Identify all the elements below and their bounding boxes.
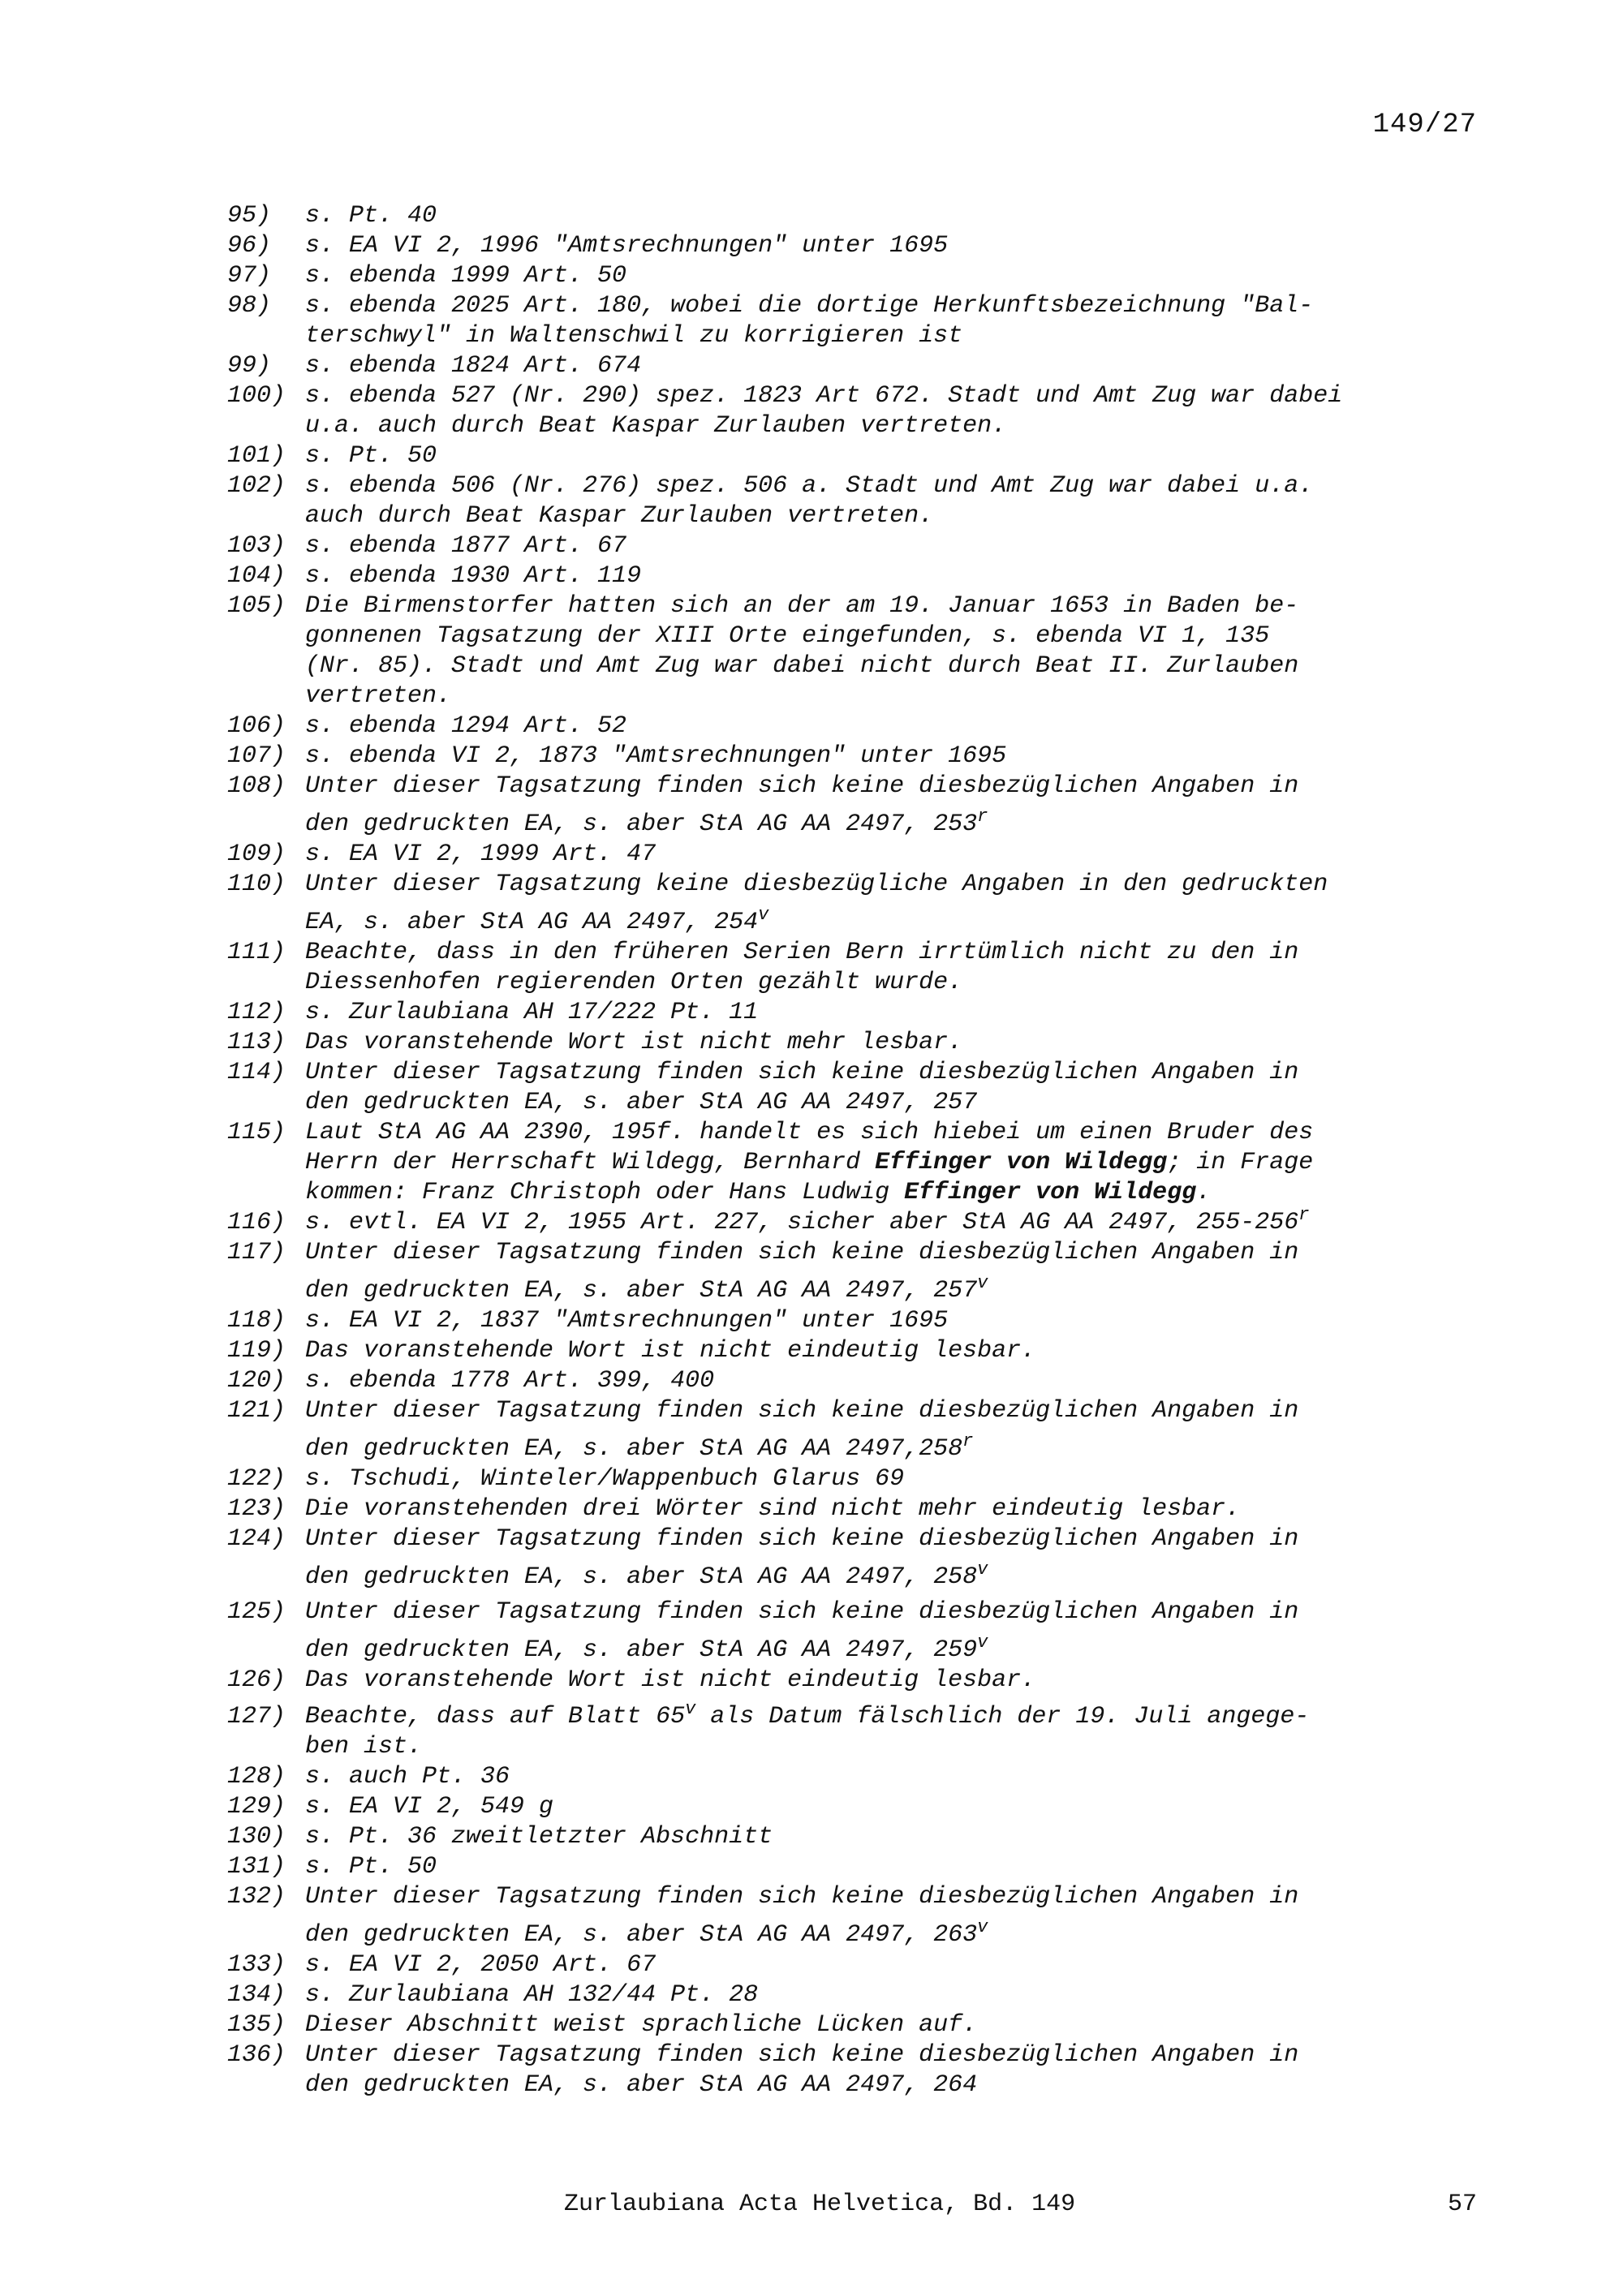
footnote-number: 104)	[227, 562, 286, 590]
footnote-126	[227, 1666, 1493, 1696]
footnote-text: Dieser Abschnitt weist sprachliche Lücken auf.	[305, 2011, 978, 2039]
footnote-100	[227, 381, 1493, 441]
footnote-list	[227, 201, 1493, 2100]
footnote-110	[227, 870, 1493, 938]
page-reference: 149/27	[1372, 110, 1477, 140]
footnote-text: s. evtl. EA VI 2, 1955 Art. 227, sicher aber StA AG AA 2497, 255-256$^r$	[305, 1205, 1310, 1236]
footnote-125	[227, 1597, 1493, 1666]
footnote-text: Unter dieser Tagsatzung finden sich keine diesbezüglichen Angaben in den gedruckten EA, s. aber StA AG AA 2497, 257$^v$	[305, 1239, 1299, 1305]
footnote-number: 134)	[227, 1981, 286, 2009]
footnote-107	[227, 742, 1493, 772]
footnote-text: s. Zurlaubiana AH 132/44 Pt. 28	[305, 1981, 759, 2009]
footnote-text: s. EA VI 2, 1999 Art. 47	[305, 841, 657, 868]
footnote-number: 126)	[227, 1666, 286, 1694]
footnote-text: s. ebenda 1824 Art. 674	[305, 352, 642, 380]
footnote-text: s. ebenda 1294 Art. 52	[305, 712, 627, 740]
footnote-120	[227, 1366, 1493, 1396]
footnote-text: s. Zurlaubiana AH 17/222 Pt. 11	[305, 999, 759, 1026]
footnote-122	[227, 1464, 1493, 1494]
footnote-97	[227, 261, 1493, 291]
footnote-text: s. ebenda 506 (Nr. 276) spez. 506 a. Stadt und Amt Zug war dabei u.a. auch durch Beat Kaspar Zurlauben vertreten.	[305, 472, 1314, 530]
footnote-number: 114)	[227, 1059, 286, 1086]
superscript: v	[977, 1632, 988, 1653]
footnote-133	[227, 1950, 1493, 1980]
footnote-number: 124)	[227, 1525, 286, 1553]
footnote-98	[227, 291, 1493, 351]
footnote-113	[227, 1028, 1493, 1058]
footnote-number: 128)	[227, 1763, 286, 1791]
footnote-number: 101)	[227, 442, 286, 470]
footnote-text: s. ebenda 1778 Art. 399, 400	[305, 1367, 715, 1395]
footnote-131	[227, 1852, 1493, 1882]
footnote-text: Unter dieser Tagsatzung finden sich keine diesbezüglichen Angaben in den gedruckten EA, s. aber StA AG AA 2497,258$^r$	[305, 1397, 1299, 1463]
footnote-132	[227, 1882, 1493, 1950]
footer-title: Zurlaubiana Acta Helvetica, Bd. 149	[564, 2191, 1076, 2218]
footnote-number: 98)	[227, 292, 272, 320]
footnote-106	[227, 712, 1493, 742]
footnote-number: 135)	[227, 2011, 286, 2039]
footnote-text: Das voranstehende Wort ist nicht eindeutig lesbar.	[305, 1337, 1036, 1365]
superscript: r	[962, 1431, 974, 1451]
footnote-129	[227, 1792, 1493, 1822]
footnote-104	[227, 561, 1493, 591]
footnote-text: s. Tschudi, Winteler/Wappenbuch Glarus 69	[305, 1465, 905, 1493]
footnote-text: Laut StA AG AA 2390, 195f. handelt es sich hiebei um einen Bruder des Herrn der Herrschaft Wildegg, Bernhard Effinger von Wildegg; in Frage kommen: Franz Christoph oder Hans Ludwig Effinger von Wildegg.	[305, 1119, 1314, 1206]
superscript: r	[977, 806, 988, 827]
footnote-text: s. EA VI 2, 2050 Art. 67	[305, 1951, 657, 1979]
footnote-108	[227, 772, 1493, 840]
footnote-text: Beachte, dass in den früheren Serien Bern irrtümlich nicht zu den in Diessenhofen regierenden Orten gezählt wurde.	[305, 939, 1299, 996]
footnote-number: 113)	[227, 1029, 286, 1056]
footnote-number: 118)	[227, 1307, 286, 1335]
footnote-text: Das voranstehende Wort ist nicht mehr lesbar.	[305, 1029, 963, 1056]
footnote-134	[227, 1980, 1493, 2010]
footnote-103	[227, 531, 1493, 561]
footnote-number: 117)	[227, 1239, 286, 1266]
footnote-127	[227, 1699, 1493, 1762]
superscript: v	[977, 1559, 988, 1580]
footnote-number: 122)	[227, 1465, 286, 1493]
superscript: v	[977, 1917, 988, 1937]
footnote-text: Unter dieser Tagsatzung finden sich keine diesbezüglichen Angaben in den gedruckten EA, s. aber StA AG AA 2497, 258$^v$	[305, 1525, 1299, 1591]
footnote-number: 95)	[227, 202, 272, 230]
footnote-121	[227, 1396, 1493, 1464]
footnote-number: 133)	[227, 1951, 286, 1979]
footnote-text: s. ebenda 1999 Art. 50	[305, 262, 627, 290]
footnote-number: 112)	[227, 999, 286, 1026]
footnote-text: Unter dieser Tagsatzung keine diesbezügliche Angaben in den gedruckten EA, s. aber StA AG AA 2497, 254$^v$	[305, 871, 1328, 936]
footnote-text: Beachte, dass auf Blatt 65$^v$ als Datum fälschlich der 19. Juli angege- ben ist.	[305, 1699, 1310, 1761]
footnote-119	[227, 1336, 1493, 1366]
footnote-text: Unter dieser Tagsatzung finden sich keine diesbezüglichen Angaben in den gedruckten EA, s. aber StA AG AA 2497, 253$^r$	[305, 772, 1299, 838]
footnote-102	[227, 471, 1493, 531]
footnote-number: 136)	[227, 2041, 286, 2069]
footnote-number: 115)	[227, 1119, 286, 1146]
footnote-118	[227, 1306, 1493, 1336]
footnote-number: 106)	[227, 712, 286, 740]
footnote-text: s. auch Pt. 36	[305, 1763, 510, 1791]
footnote-95	[227, 201, 1493, 231]
footnote-number: 111)	[227, 939, 286, 966]
footnote-136	[227, 2040, 1493, 2100]
footnote-101	[227, 441, 1493, 471]
footnote-128	[227, 1762, 1493, 1792]
footnote-number: 99)	[227, 352, 272, 380]
footnote-114	[227, 1058, 1493, 1118]
footnote-number: 130)	[227, 1823, 286, 1851]
footnote-111	[227, 938, 1493, 998]
footnote-number: 109)	[227, 841, 286, 868]
superscript: r	[1298, 1205, 1310, 1225]
footnote-text: s. ebenda 1877 Art. 67	[305, 532, 627, 560]
bold-name: Effinger von Wildegg	[875, 1149, 1168, 1176]
footnote-105	[227, 591, 1493, 712]
footnote-number: 108)	[227, 772, 286, 800]
footnote-123	[227, 1494, 1493, 1524]
footnote-number: 100)	[227, 382, 286, 410]
footnote-109	[227, 840, 1493, 870]
footnote-number: 102)	[227, 472, 286, 500]
footnote-text: s. ebenda 2025 Art. 180, wobei die dortige Herkunftsbezeichnung "Bal- terschwyl" in Waltenschwil zu korrigieren ist	[305, 292, 1314, 350]
superscript: v	[685, 1699, 696, 1719]
footnote-text: s. ebenda 1930 Art. 119	[305, 562, 642, 590]
footnote-number: 103)	[227, 532, 286, 560]
footnote-135	[227, 2010, 1493, 2040]
footnote-text: s. EA VI 2, 1837 "Amtsrechnungen" unter 1695	[305, 1307, 949, 1335]
footnote-115	[227, 1118, 1493, 1208]
footnote-124	[227, 1524, 1493, 1593]
footnote-text: Die Birmenstorfer hatten sich an der am 19. Januar 1653 in Baden be- gonnenen Tagsatzung der XIII Orte eingefunden, s. ebenda VI 1, 135 (Nr. 85). Stadt und Amt Zug war dabei nicht durch Beat II. Zurlauben vertreten.	[305, 592, 1299, 710]
footnote-number: 107)	[227, 742, 286, 770]
footnote-number: 121)	[227, 1397, 286, 1425]
superscript: v	[758, 905, 769, 925]
footnote-text: s. ebenda 527 (Nr. 290) spez. 1823 Art 672. Stadt und Amt Zug war dabei u.a. auch durch Beat Kaspar Zurlauben vertreten.	[305, 382, 1343, 440]
page-number: 57	[1447, 2191, 1477, 2218]
footnote-117	[227, 1238, 1493, 1306]
footnote-96	[227, 231, 1493, 261]
footnote-number: 116)	[227, 1209, 286, 1236]
footnote-number: 125)	[227, 1598, 286, 1626]
footnote-text: s. Pt. 50	[305, 442, 437, 470]
footnote-text: s. Pt. 50	[305, 1853, 437, 1881]
footnote-text: Unter dieser Tagsatzung finden sich keine diesbezüglichen Angaben in den gedruckten EA, s. aber StA AG AA 2497, 257	[305, 1059, 1299, 1116]
footnote-text: s. Pt. 36 zweitletzter Abschnitt	[305, 1823, 773, 1851]
footnote-number: 127)	[227, 1703, 286, 1731]
footnote-number: 129)	[227, 1793, 286, 1821]
footnote-130	[227, 1822, 1493, 1852]
footnote-text: s. EA VI 2, 549 g	[305, 1793, 554, 1821]
footnote-number: 132)	[227, 1883, 286, 1911]
footnote-text: Unter dieser Tagsatzung finden sich keine diesbezüglichen Angaben in den gedruckten EA, s. aber StA AG AA 2497, 264	[305, 2041, 1299, 2099]
superscript: v	[977, 1273, 988, 1293]
footnote-number: 105)	[227, 592, 286, 620]
footnote-text: Das voranstehende Wort ist nicht eindeutig lesbar.	[305, 1666, 1036, 1694]
footnote-text: s. EA VI 2, 1996 "Amtsrechnungen" unter 1695	[305, 232, 949, 260]
footnote-number: 123)	[227, 1495, 286, 1523]
footnote-text: Die voranstehenden drei Wörter sind nicht mehr eindeutig lesbar.	[305, 1495, 1241, 1523]
footnote-99	[227, 351, 1493, 381]
footnote-number: 110)	[227, 871, 286, 898]
footnote-text: Unter dieser Tagsatzung finden sich keine diesbezüglichen Angaben in den gedruckten EA, s. aber StA AG AA 2497, 259$^v$	[305, 1598, 1299, 1664]
footnote-112	[227, 998, 1493, 1028]
footnote-number: 97)	[227, 262, 272, 290]
footnote-116	[227, 1205, 1493, 1238]
footnote-text: Unter dieser Tagsatzung finden sich keine diesbezüglichen Angaben in den gedruckten EA, s. aber StA AG AA 2497, 263$^v$	[305, 1883, 1299, 1949]
footnote-number: 131)	[227, 1853, 286, 1881]
footnote-number: 120)	[227, 1367, 286, 1395]
footnote-number: 119)	[227, 1337, 286, 1365]
footnote-text: s. ebenda VI 2, 1873 "Amtsrechnungen" unter 1695	[305, 742, 1007, 770]
bold-name: Effinger von Wildegg	[904, 1179, 1197, 1206]
footnote-number: 96)	[227, 232, 272, 260]
footnote-text: s. Pt. 40	[305, 202, 437, 230]
